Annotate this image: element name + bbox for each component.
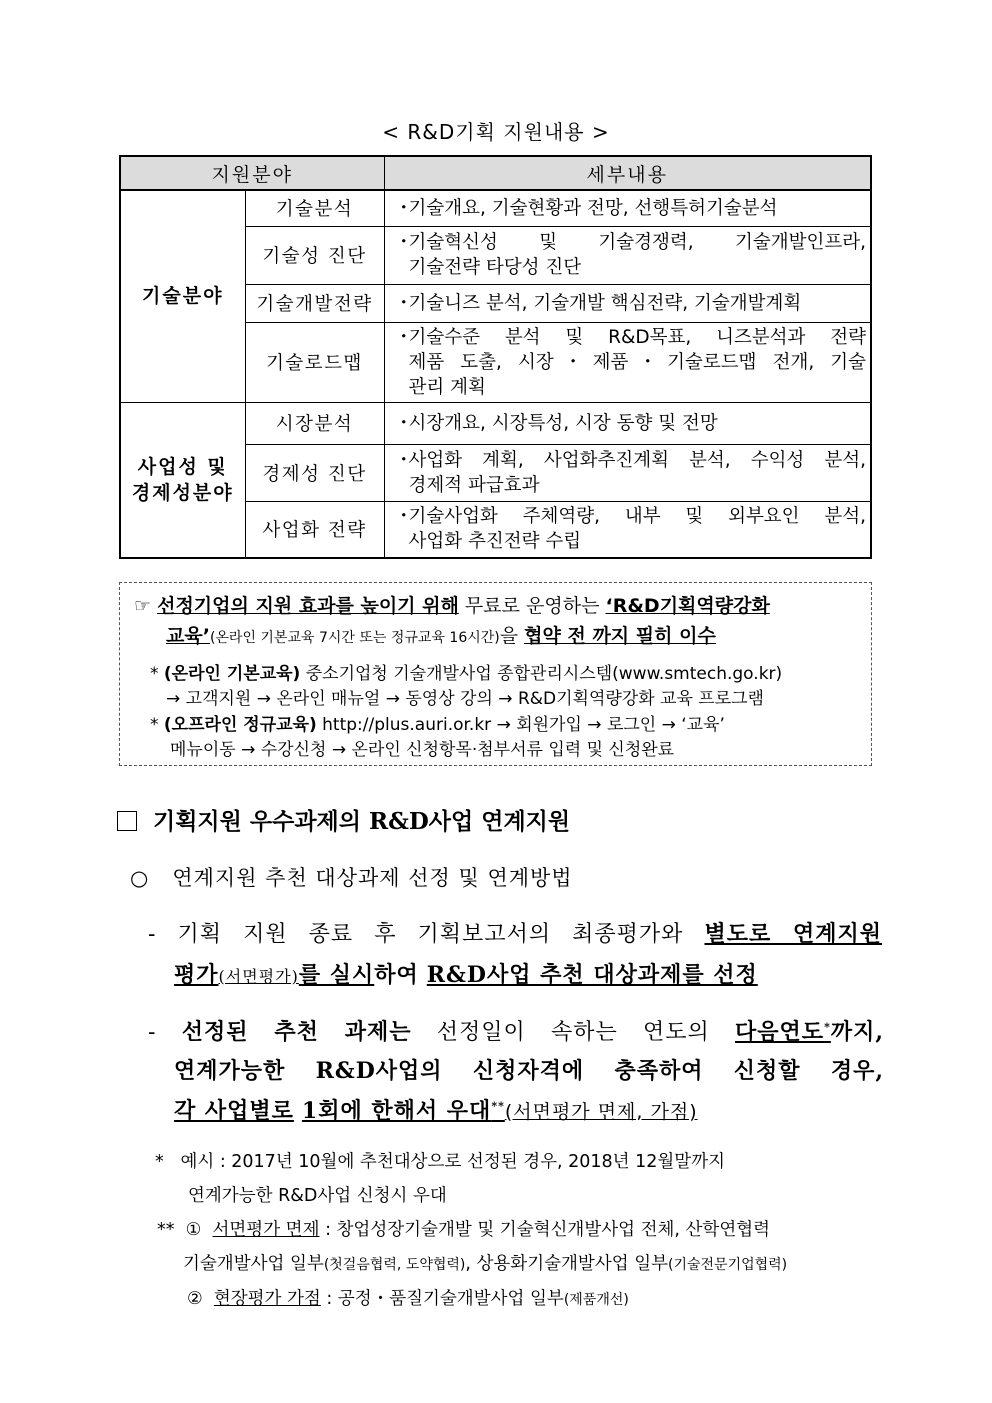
table-row (120, 190, 871, 226)
sub-field: 사업화 전략 (245, 501, 384, 558)
detail-cell: ・ 기술개요, 기술현황과 전망, 선행특허기술분석 (384, 190, 871, 226)
sub-field: 시장분석 (245, 402, 384, 444)
category-business: 사업성 및 경제성분야 (120, 402, 245, 558)
item2-line2: 연계가능한 R&D사업의 신청자격에 충족하여 신청할 경우, (174, 1058, 884, 1084)
item2-line1: - 선정된 추천 과제는 선정일이 속하는 연도의 다음연도*까지, (148, 1019, 884, 1045)
sub-field: 기술개발전략 (245, 284, 384, 322)
sub-field: 기술분석 (245, 190, 384, 226)
note-line-1: ☞ 선정기업의 지원 효과를 높이기 위해 무료로 운영하는 ‘R&D기획역량강화 (134, 595, 770, 617)
circle-bullet-icon: ○ (130, 866, 150, 890)
section-title: 기획지원 우수과제의 R&D사업 연계지원 (117, 803, 570, 836)
item2-line3: 각 사업별로 1회에 한해서 우대**(서면평가 면제, 가점) (174, 1098, 698, 1124)
category-tech: 기술분야 (120, 190, 245, 402)
footnote-benefit-1: ** ① 서면평가 면제 : 창업성장기술개발 및 기술혁신개발사업 전체, 산학연협력 (157, 1220, 771, 1240)
note-online-1: * (온라인 기본교육) 중소기업청 기술개발사업 종합관리시스템(www.smtech.go.kr) (150, 664, 783, 684)
note-online-2: → 고객지원 → 온라인 매뉴얼 → 동영상 강의 → R&D기획역량강화 교육 프로그램 (166, 689, 764, 709)
footnote-example-2: 연계가능한 R&D사업 신청시 우대 (188, 1186, 447, 1206)
item1-line1: - 기획 지원 종료 후 기획보고서의 최종평가와 별도로 연계지원 (148, 921, 882, 947)
sub-field: 경제성 진단 (245, 444, 384, 501)
note-offline-1: * (오프라인 정규교육) http://plus.auri.or.kr → 회원가입 → 로그인 → ‘교육’ (150, 715, 725, 735)
header-field: 지원분야 (120, 156, 384, 190)
detail-cell: ・ 시장개요, 시장특성, 시장 동향 및 전망 (384, 402, 871, 444)
subsection-title: ○ 연계지원 추천 대상과제 선정 및 연계방법 (130, 866, 573, 890)
detail-cell: ・ 기술혁신성 및 기술경쟁력, 기술개발인프라, 기술전략 타당성 진단 (384, 226, 871, 284)
note-offline-2: 메뉴이동 → 수강신청 → 온라인 신청항목·첨부서류 입력 및 신청완료 (170, 740, 675, 760)
detail-cell: ・ 사업화 계획, 사업화추진계획 분석, 수익성 분석, 경제적 파급효과 (384, 444, 871, 501)
note-line-2: 교육’(온라인 기본교육 7시간 또는 정규교육 16시간)을 협약 전 까지 필히 이수 (166, 625, 716, 647)
education-note-box (119, 582, 872, 766)
footnote-benefit-3: ② 현장평가 가점 : 공정・품질기술개발사업 일부(제품개선) (187, 1289, 629, 1309)
table-header-row (120, 156, 871, 190)
footnote-benefit-2: 기술개발사업 일부(첫걸음협력, 도약협력), 상용화기술개발사업 일부(기술전문기업협력) (183, 1254, 788, 1274)
footnote-example-1: * 예시 : 2017년 10월에 추천대상으로 선정된 경우, 2018년 12월말까지 (155, 1152, 726, 1172)
support-content-table (119, 155, 872, 559)
detail-cell: ・ 기술사업화 주체역량, 내부 및 외부요인 분석, 사업화 추진전략 수립 (384, 501, 871, 558)
detail-cell: ・ 기술니즈 분석, 기술개발 핵심전략, 기술개발계획 (384, 284, 871, 322)
detail-cell: ・ 기술수준 분석 및 R&D목표, 니즈분석과 전략 제품 도출, 시장・제품・기술로드맵 전개, 기술 관리 계획 (384, 322, 871, 402)
sub-field: 기술로드맵 (245, 322, 384, 402)
header-detail: 세부내용 (384, 156, 871, 190)
table-row (120, 402, 871, 444)
checkbox-square-icon (117, 811, 137, 831)
sub-field: 기술성 진단 (245, 226, 384, 284)
pointing-hand-icon: ☞ (134, 595, 152, 617)
item1-line2: 평가(서면평가)를 실시하여 R&D사업 추천 대상과제를 선정 (174, 962, 758, 988)
table-caption: < R&D기획 지원내용 > (382, 120, 610, 144)
